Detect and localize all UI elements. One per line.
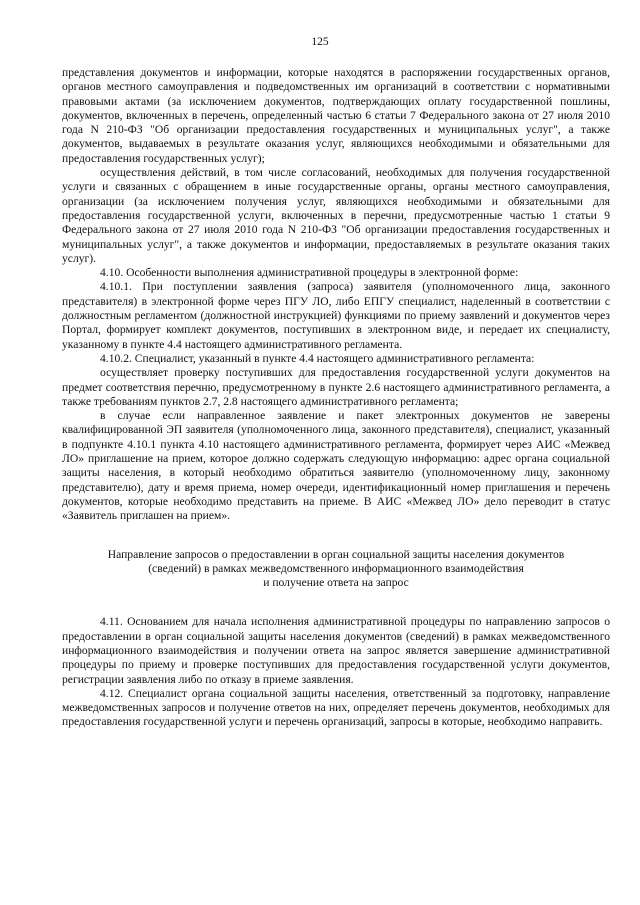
paragraph: осуществления действий, в том числе согласований, необходимых для получения государственной услуги и связанных с обращением в иные государственные органы, органы местного самоуправления, организации (за исключением получения услуг, являющихся необходимыми и обязательными для предоставления государственной услуги, включенных в перечни, предусмотренные частью 1 статьи 9 Федерального закона от 27 июля 2010 года N 210-ФЗ "Об организации предоставления государственных и муниципальных услуг", а также документов и информации, предоставляемых в результате оказания таких услуг). (62, 166, 610, 265)
document-body (62, 66, 610, 730)
paragraph: 4.10. Особенности выполнения административной процедуры в электронной форме: (100, 266, 519, 280)
paragraph: 4.12. Специалист органа социальной защиты населения, ответственный за подготовку, направление межведомственных запросов и получение ответов на них, определяет перечень документов, необходимых для предоставления государственной услуги и перечень организаций, запросы в которые, необходимо направить. (62, 686, 610, 729)
paragraph: 4.10.1. При поступлении заявления (запроса) заявителя (уполномоченного лица, законного представителя) в электронной форме через ПГУ ЛО, либо ЕПГУ специалист, наделенный в соответствии с должностным регламентом (должностной инструкцией) функциями по приему заявлений и документов через Портал, формирует комплект документов, поступивших в электронном виде, и передает их специалисту, указанному в пункте 4.4 настоящего административного регламента. (62, 280, 610, 351)
paragraph: 4.10.2. Специалист, указанный в пункте 4.4 настоящего административного регламента: (100, 351, 535, 365)
section-heading-line: (сведений) в рамках межведомственного информационного взаимодействия (148, 561, 524, 575)
section-heading-line: Направление запросов о предоставлении в орган социальной защиты населения документов (107, 547, 565, 561)
paragraph: осуществляет проверку поступивших для предоставления государственной услуги документов на предмет соответствия перечню, предусмотренному в пункте 2.6 настоящего административного регламента, а также требованиям пунктов 2.7, 2.8 настоящего административного регламента; (62, 366, 610, 408)
paragraph: в случае если направленное заявление и пакет электронных документов не заверены квалифицированной ЭП заявителя (уполномоченного лица, законного представителя), специалист, указанный в подпункте 4.10.1 пункта 4.10 настоящего административного регламента, формирует через АИС «Межвед ЛО» приглашение на прием, которое должно содержать следующую информацию: адрес органа социальной защиты населения, в который необходимо обратиться заявителю (уполномоченному лицу, законному представителю), дату и время приема, номер очереди, идентификационный номер приглашения и перечень документов, которые необходимо представить на приеме. В АИС «Межвед ЛО» дело переводит в статус «Заявитель приглашен на прием». (62, 409, 610, 523)
page-number: 125 (311, 36, 329, 48)
paragraph: 4.11. Основанием для начала исполнения административной процедуры по направлению запросов о предоставлении в орган социальной защиты населения документов (сведений) в рамках межведомственного информационного взаимодействия и получении ответа на запрос является завершение административной процедуры по приему и проверке поступивших для предоставления государственной услуги документов, регистрации заявления либо по отказу в приеме заявления. (62, 615, 610, 686)
paragraph: представления документов и информации, которые находятся в распоряжении государственных органов, органов местного самоуправления и подведомственных им организаций в соответствии с нормативными правовыми актами (за исключением документов, подтверждающих оплату государственной пошлины, документов, включенных в перечень, определенный частью 6 статьи 7 Федерального закона от 27 июля 2010 года N 210-ФЗ "Об организации предоставления государственных и муниципальных услуг", а также документов, выдаваемых в результате оказания услуг, являющихся необходимыми и обязательными для предоставления государственных услуг); (62, 66, 610, 165)
section-heading (62, 548, 610, 591)
section-heading-line: и получение ответа на запрос (263, 576, 409, 590)
